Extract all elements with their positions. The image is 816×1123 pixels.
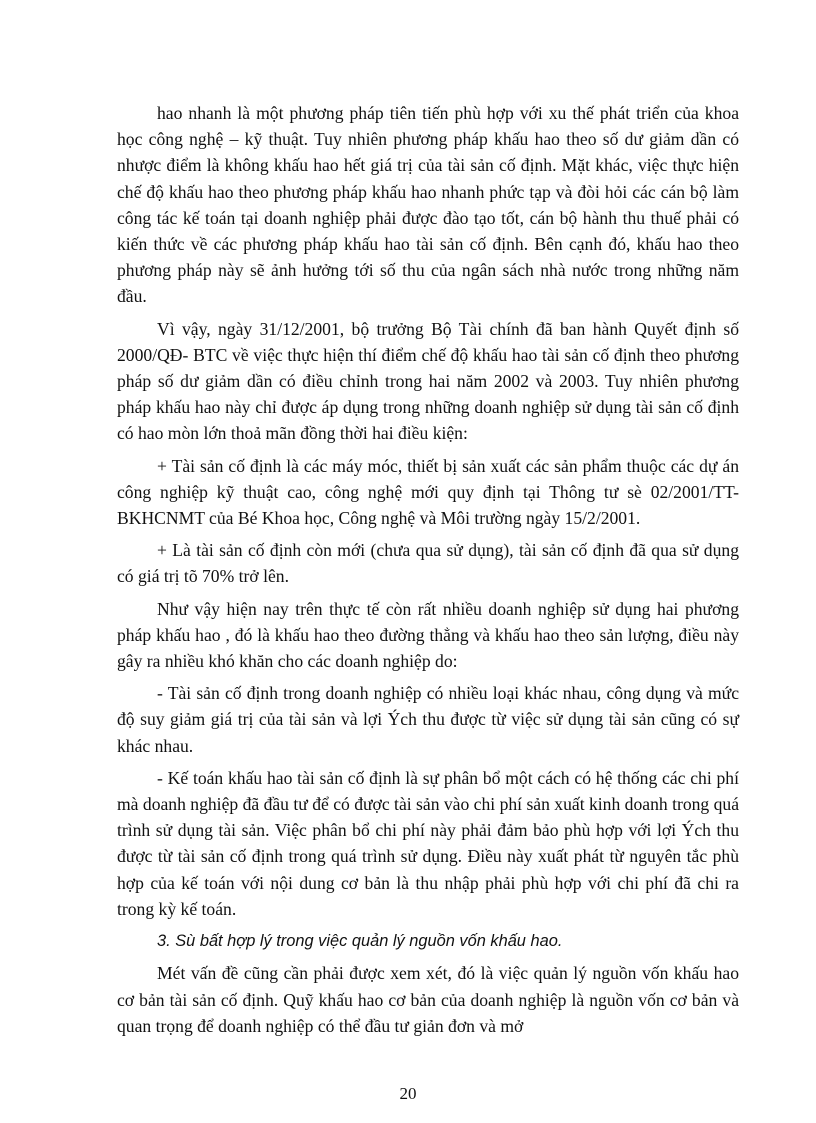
paragraph-1: hao nhanh là một phương pháp tiên tiến phù hợp với xu thế phát triển của khoa học công nghệ – kỹ thuật. Tuy nhiên phương pháp khấu hao theo số dư giảm dần có nhược điểm là không khấu hao hết giá trị của tài sản cố định. Mặt khác, việc thực hiện chế độ khấu hao theo phương pháp khấu hao nhanh phức tạp và đòi hỏi các cán bộ làm công tác kế toán tại doanh nghiệp phải được đào tạo tốt, cán bộ hành thu thuế phải có kiến thức về các phương pháp khấu hao tài sản cố định. Bên cạnh đó, khấu hao theo phương pháp này sẽ ảnh hưởng tới số thu của ngân sách nhà nước trong những năm đầu. [117, 103, 739, 307]
document-page [117, 100, 739, 1045]
paragraph-4: + Là tài sản cố định còn mới (chưa qua sử dụng), tài sản cố định đã qua sử dụng có giá trị tõ 70% trở lên. [117, 540, 739, 587]
paragraph-8: Mét vấn đề cũng cần phải được xem xét, đó là việc quản lý nguồn vốn khấu hao cơ bản tài sản cố định. Quỹ khấu hao cơ bản của doanh nghiệp là nguồn vốn cơ bản và quan trọng để doanh nghiệp có thể đầu tư giản đơn và mở [117, 963, 739, 1036]
paragraph-3: + Tài sản cố định là các máy móc, thiết bị sản xuất các sản phẩm thuộc các dự án công nghiệp kỹ thuật cao, công nghệ mới quy định tại Thông tư sè 02/2001/TT- BKHCNMT của Bé Khoa học, Công nghệ và Môi trường ngày 15/2/2001. [117, 455, 739, 529]
paragraph-5: Như vậy hiện nay trên thực tế còn rất nhiều doanh nghiệp sử dụng hai phương pháp khấu hao , đó là khấu hao theo đường thẳng và khấu hao theo sản lượng, điều này gây ra nhiều khó khăn cho các doanh nghiệp do: [117, 598, 739, 672]
paragraph-2: Vì vậy, ngày 31/12/2001, bộ trưởng Bộ Tài chính đã ban hành Quyết định số 2000/QĐ- BTC về việc thực hiện thí điểm chế độ khấu hao tài sản cố định theo phương pháp số dư giảm dần có điều chỉnh trong hai năm 2002 và 2003. Tuy nhiên phương pháp khấu hao này chỉ được áp dụng trong những doanh nghiệp sử dụng tài sản cố định có hao mòn lớn thoả mãn đồng thời hai điều kiện: [117, 318, 739, 444]
section-heading: 3. Sù bất hợp lý trong việc quản lý nguồn vốn khấu hao. [157, 932, 563, 951]
paragraph-7: - Kế toán khấu hao tài sản cố định là sự phân bổ một cách có hệ thống các chi phí mà doanh nghiệp đã đầu tư để có được tài sản vào chi phí sản xuất kinh doanh trong quá trình sử dụng tài sản. Việc phân bổ chi phí này phải đảm bảo phù hợp với lợi Ých thu được từ tài sản cố định trong quá trình sử dụng. Điều này xuất phát từ nguyên tắc phù hợp của kế toán với nội dung cơ bản là thu nhập phải phù hợp với chi phí đã chi ra trong kỳ kế toán. [117, 767, 740, 919]
page-number: 20 [399, 1084, 417, 1103]
paragraph-6: - Tài sản cố định trong doanh nghiệp có nhiều loại khác nhau, công dụng và mức độ suy giảm giá trị của tài sản và lợi Ých thu được từ việc sử dụng tài sản cũng có sự khác nhau. [117, 683, 739, 756]
